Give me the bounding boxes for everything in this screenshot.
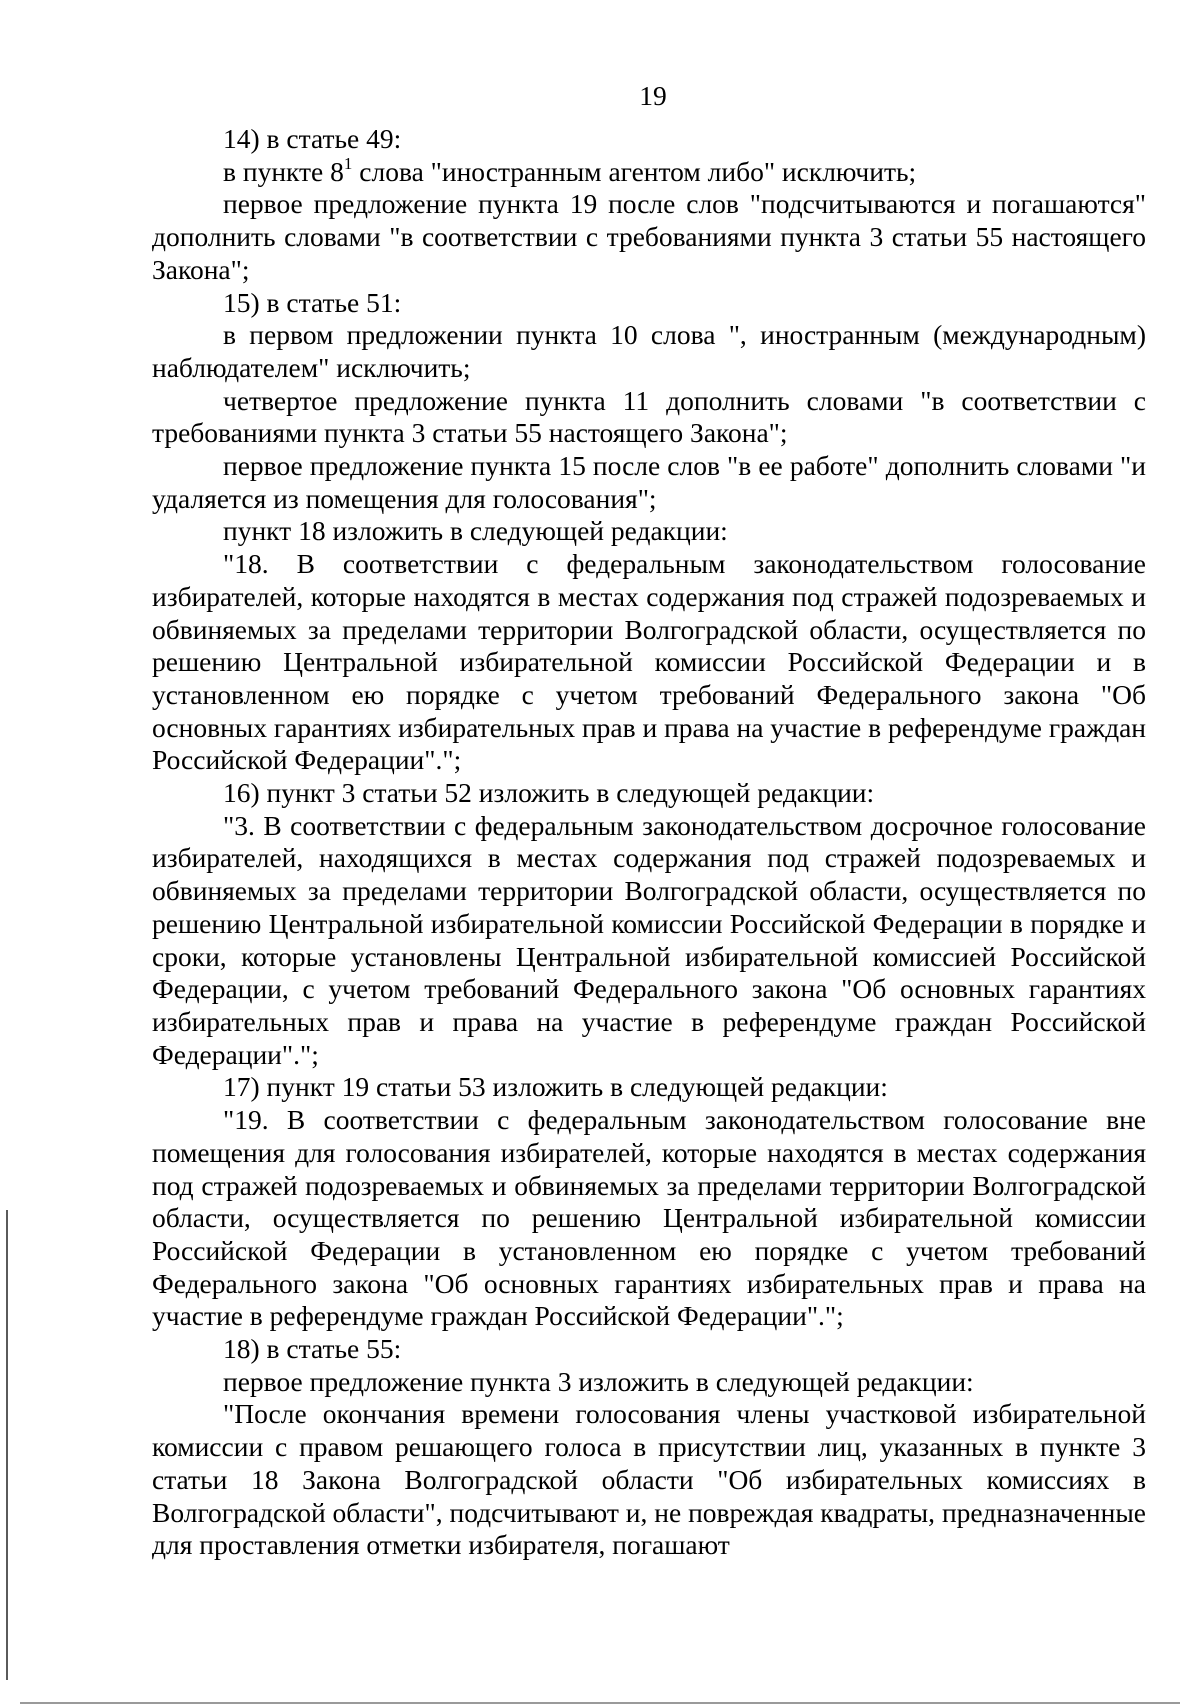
item-14-clause-2: первое предложение пункта 19 после слов "подсчитываются и погашаются" дополнить словами "в соответствии с требованиями пункта 3 статьи 55 настоящего Закона"; [152,188,1146,285]
clause-text-end: слова "иностранным агентом либо" исключить; [352,155,917,187]
item-18-quoted-text: "После окончания времени голосования члены участковой избирательной комиссии с правом решающего голоса в присутствии лиц, указанных в пункте 3 статьи 18 Закона Волгоградской области "Об избирательных комиссиях в Волгоградской области", подсчитывают и, не повреждая квадраты, предназначенные для проставления отметки избирателя, погашают [152,1398,1146,1561]
document-body [152,123,1146,1562]
page-number: 19 [639,80,667,111]
item-15-heading: 15) в статье 51: [223,286,402,318]
item-14-clause-1 [152,153,1146,189]
item-17-heading: 17) пункт 19 статьи 53 изложить в следующей редакции: [223,1071,888,1103]
item-16-heading: 16) пункт 3 статьи 52 изложить в следующей редакции: [223,777,875,809]
item-15-clause-4: пункт 18 изложить в следующей редакции: [223,515,728,547]
item-15-clause-3: первое предложение пункта 15 после слов "в ее работе" дополнить словами "и удаляется из помещения для голосования"; [152,450,1146,514]
scan-edge-left [6,1210,8,1680]
item-15-clause-2: четвертое предложение пункта 11 дополнить словами "в соответствии с требованиями пункта 3 статьи 55 настоящего Закона"; [152,384,1146,449]
item-18-clause-1: первое предложение пункта 3 изложить в следующей редакции: [223,1365,974,1397]
item-15-clause-1: в первом предложении пункта 10 слова ", иностранным (международным) наблюдателем" исключить; [152,319,1146,383]
item-15-quoted-text: "18. В соответствии с федеральным законодательством голосование избирателей, которые находятся в местах содержания под стражей подозреваемых и обвиняемых за пределами территории Волгоградской области, осуществляется по решению Центральной избирательной комиссии Российской Федерации и в установленном ею порядке с учетом требований Федерального закона "Об основных гарантиях избирательных прав и права на участие в референдуме граждан Российской Федерации"."; [152,548,1146,776]
item-16-quoted-text: "3. В соответствии с федеральным законодательством досрочное голосование избирателей, находящихся в местах содержания под стражей подозреваемых и обвиняемых за пределами территории Волгоградской области, осуществляется по решению Центральной избирательной комиссии Российской Федерации в порядке и сроки, которые установлены Центральной избирательной комиссией Российской Федерации, с учетом требований Федерального закона "Об основных гарантиях избирательных прав и права на участие в референдуме граждан Российской Федерации"."; [152,809,1146,1070]
scan-edge-bottom [20,1702,1180,1704]
item-17-quoted-text: "19. В соответствии с федеральным законодательством голосование вне помещения для голосования избирателей, которые находятся в местах содержания под стражей подозреваемых и обвиняемых за пределами территории Волгоградской области, осуществляется по решению Центральной избирательной комиссии Российской Федерации в установленном ею порядке с учетом требований Федерального закона "Об основных гарантиях избирательных прав и права на участие в референдуме граждан Российской Федерации"."; [152,1104,1146,1332]
clause-text-start: в пункте 8 [223,155,344,187]
item-14-heading: 14) в статье 49: [223,123,402,154]
item-18-heading: 18) в статье 55: [223,1333,402,1365]
superscript-index: 1 [343,153,353,173]
